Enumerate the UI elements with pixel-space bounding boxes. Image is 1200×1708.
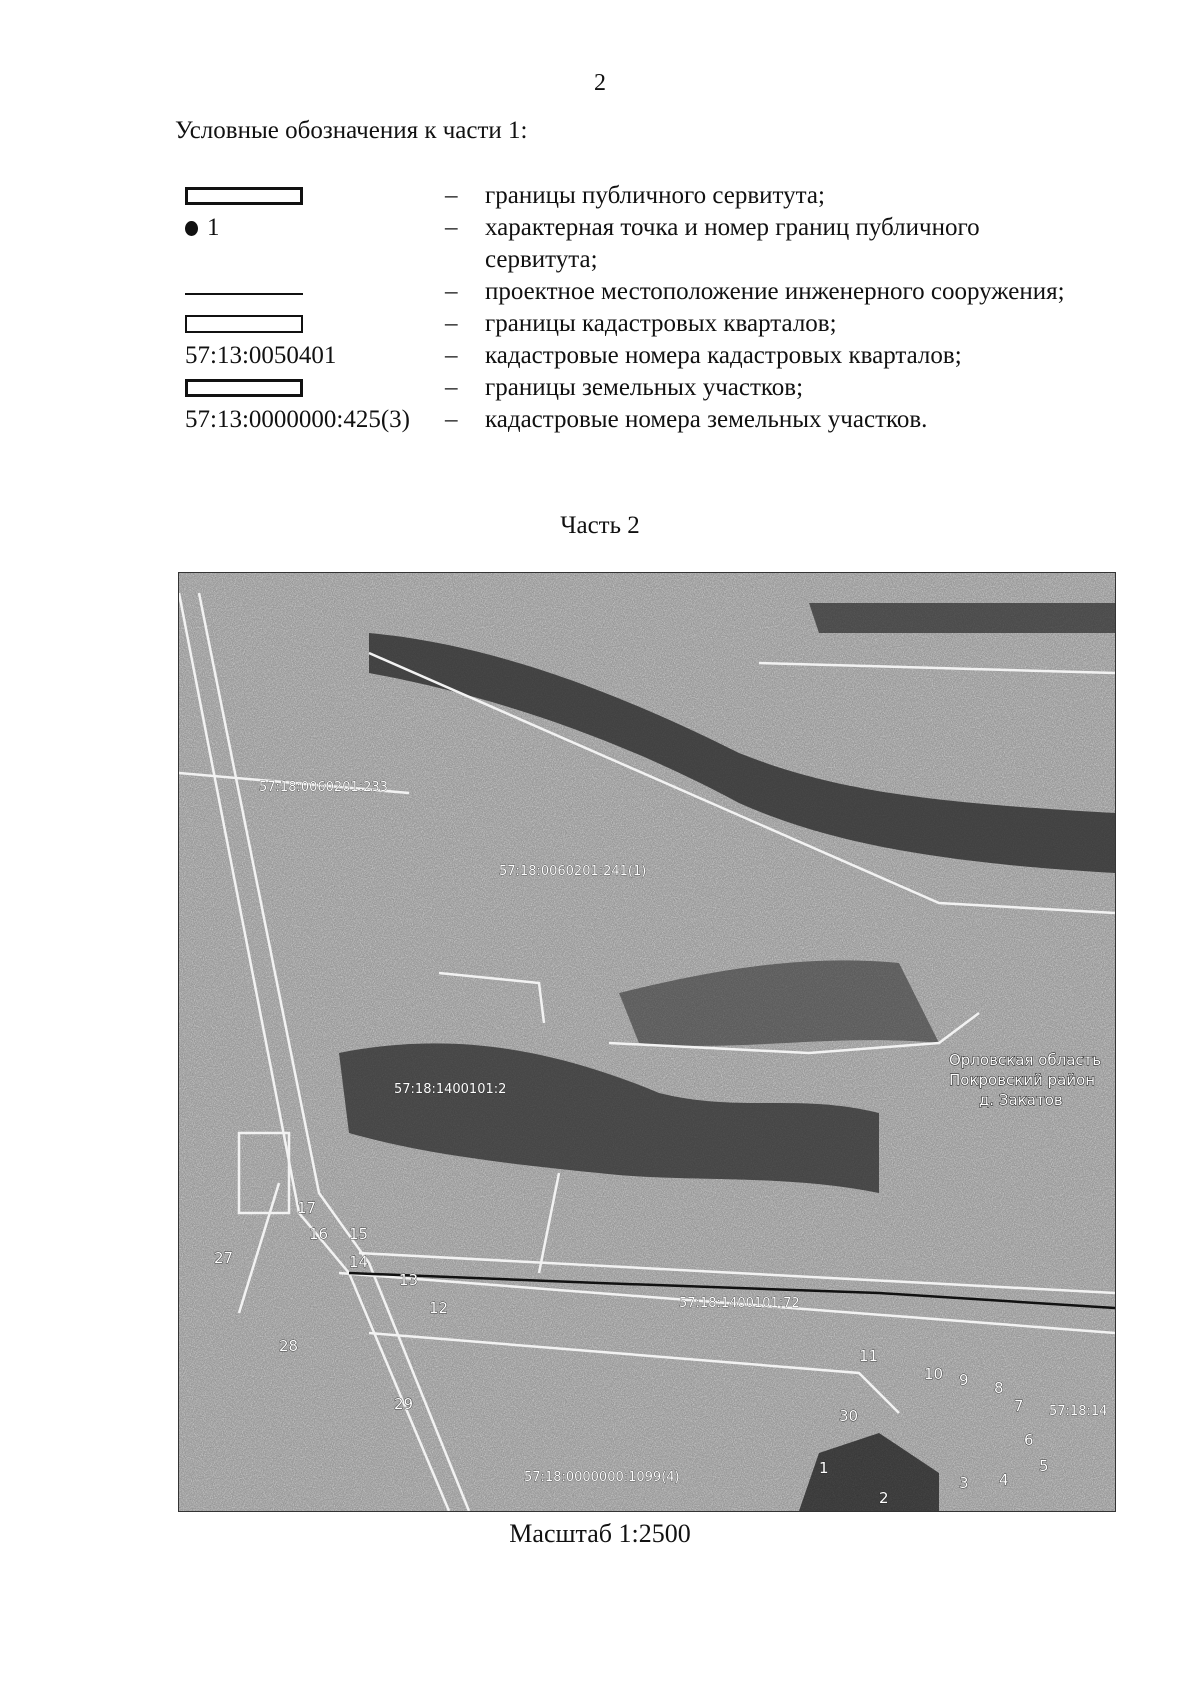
parcel-label: 57:18:0060201:233	[259, 780, 388, 795]
page-number: 2	[594, 70, 606, 96]
point-number: 12	[429, 1299, 449, 1317]
parcel-label: 57:18:14	[1049, 1404, 1108, 1419]
land-plot-number-sample: 57:13:0000000:425(3)	[185, 406, 410, 433]
legend-description: проектное местоположение инженерного сооружения;	[485, 278, 1065, 305]
point-number: 27	[214, 1249, 234, 1267]
legend-dash: –	[445, 214, 458, 241]
point-number: 17	[297, 1199, 317, 1217]
legend-dash: –	[445, 182, 458, 209]
point-number: 30	[839, 1407, 859, 1425]
point-dot-icon	[185, 221, 198, 236]
point-number: 9	[959, 1371, 969, 1389]
point-number: 3	[959, 1474, 969, 1492]
point-number: 11	[859, 1347, 879, 1365]
legend-symbol	[185, 404, 435, 436]
legend-symbol	[185, 180, 435, 212]
point-number: 29	[394, 1395, 414, 1413]
land-plot-boundary-symbol	[185, 379, 303, 397]
point-number: 10	[924, 1365, 944, 1383]
map-scale: Масштаб 1:2500	[509, 1519, 691, 1548]
point-number: 5	[1039, 1457, 1049, 1475]
parcel-label: 57:18:1400101:72	[679, 1296, 800, 1311]
tree-belt-northeast	[809, 603, 1115, 633]
legend-row-land-plot-boundary	[185, 372, 1085, 404]
place-label-line: д. Закатов	[979, 1091, 1063, 1109]
legend-symbol	[185, 276, 435, 308]
legend-dash: –	[445, 278, 458, 305]
point-number: 13	[399, 1271, 419, 1289]
legend-symbol	[185, 308, 435, 340]
parcel-label: 57:18:0060201:241(1)	[499, 864, 647, 879]
place-label-line: Орловская область	[949, 1051, 1102, 1069]
legend-dash: –	[445, 374, 458, 401]
place-label-line: Покровский район	[949, 1071, 1096, 1089]
quarter-number-sample: 57:13:0050401	[185, 342, 337, 369]
point-number: 4	[999, 1471, 1009, 1489]
part-title: Часть 2	[560, 512, 640, 539]
point-number: 16	[309, 1225, 329, 1243]
legend-symbol	[185, 340, 435, 372]
point-number: 6	[1024, 1431, 1034, 1449]
legend-description: характерная точка и номер границ публичного сервитута;	[485, 214, 980, 273]
legend-heading: Условные обозначения к части 1:	[175, 117, 528, 144]
point-number: 1	[819, 1459, 829, 1477]
map-frame	[178, 572, 1116, 1512]
legend-row-engineering-structure	[185, 276, 1085, 308]
legend-dash: –	[445, 342, 458, 369]
point-number: 28	[279, 1337, 299, 1355]
legend-dash: –	[445, 310, 458, 337]
point-number: 15	[349, 1225, 369, 1243]
legend-symbol	[185, 212, 435, 244]
legend-description: границы публичного сервитута;	[485, 182, 825, 209]
parcel-label: 57:18:1400101:2	[394, 1082, 507, 1097]
legend-row-characteristic-point	[185, 212, 1085, 276]
legend-description: кадастровые номера кадастровых кварталов;	[485, 342, 962, 369]
legend	[185, 180, 1085, 436]
legend-description: кадастровые номера земельных участков.	[485, 406, 928, 433]
legend-description: границы земельных участков;	[485, 374, 804, 401]
point-number: 7	[1014, 1397, 1024, 1415]
legend-row-servitude-boundary	[185, 180, 1085, 212]
engineering-line-symbol	[185, 293, 303, 295]
point-symbol-label: 1	[207, 214, 220, 241]
legend-row-cadastral-quarter-boundary	[185, 308, 1085, 340]
legend-dash: –	[445, 406, 458, 433]
point-number: 14	[349, 1253, 369, 1271]
legend-row-cadastral-quarter-number	[185, 340, 1085, 372]
point-number: 8	[994, 1379, 1004, 1397]
legend-row-land-plot-number	[185, 404, 1085, 436]
legend-description: границы кадастровых кварталов;	[485, 310, 837, 337]
point-number: 2	[879, 1489, 889, 1507]
quarter-boundary-symbol	[185, 315, 303, 333]
parcel-label: 57:18:0000000:1099(4)	[524, 1470, 680, 1485]
legend-symbol	[185, 372, 435, 404]
cadastral-map	[179, 573, 1115, 1511]
servitude-boundary-symbol	[185, 187, 303, 205]
